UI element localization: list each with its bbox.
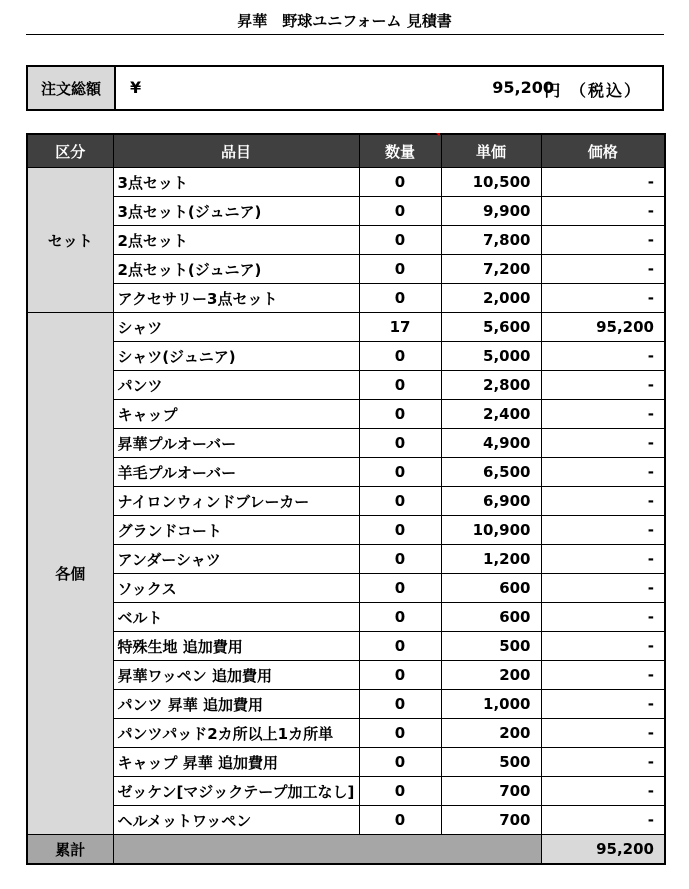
item-cell[interactable]: 羊毛プルオーバー [113, 458, 359, 487]
header-unit-price: 単価 [441, 134, 541, 168]
table-header-row [27, 134, 665, 168]
qty-cell[interactable]: 0 [359, 690, 441, 719]
table-row [27, 255, 665, 284]
header-item: 品目 [113, 134, 359, 168]
unit-price-cell[interactable]: 1,000 [441, 690, 541, 719]
qty-cell[interactable]: 0 [359, 719, 441, 748]
price-cell[interactable]: - [541, 487, 665, 516]
table-row [27, 313, 665, 342]
table-row [27, 429, 665, 458]
unit-price-cell[interactable]: 4,900 [441, 429, 541, 458]
item-cell[interactable]: 昇華ワッペン 追加費用 [113, 661, 359, 690]
unit-price-cell[interactable]: 7,800 [441, 226, 541, 255]
unit-price-cell[interactable]: 6,500 [441, 458, 541, 487]
unit-price-cell[interactable]: 2,400 [441, 400, 541, 429]
item-cell[interactable]: パンツ 昇華 追加費用 [113, 690, 359, 719]
price-cell[interactable]: - [541, 690, 665, 719]
unit-price-cell[interactable]: 600 [441, 574, 541, 603]
yen-symbol: ¥ [130, 78, 142, 97]
table-row [27, 545, 665, 574]
item-cell[interactable]: アクセサリー3点セット [113, 284, 359, 313]
unit-price-cell[interactable]: 5,600 [441, 313, 541, 342]
item-cell[interactable]: 特殊生地 追加費用 [113, 632, 359, 661]
table-row [27, 400, 665, 429]
order-total-value-cell[interactable] [116, 67, 662, 109]
price-cell[interactable]: - [541, 603, 665, 632]
item-cell[interactable]: ヘルメットワッペン [113, 806, 359, 835]
price-cell[interactable]: - [541, 400, 665, 429]
price-cell[interactable]: - [541, 777, 665, 806]
price-cell[interactable]: - [541, 342, 665, 371]
table-row [27, 371, 665, 400]
table-row [27, 516, 665, 545]
qty-cell[interactable]: 0 [359, 371, 441, 400]
item-cell[interactable]: 2点セット(ジュニア) [113, 255, 359, 284]
item-cell[interactable]: 2点セット [113, 226, 359, 255]
item-cell[interactable]: シャツ(ジュニア) [113, 342, 359, 371]
table-row [27, 342, 665, 371]
qty-cell[interactable]: 0 [359, 487, 441, 516]
item-cell[interactable]: 3点セット(ジュニア) [113, 197, 359, 226]
qty-cell[interactable]: 0 [359, 342, 441, 371]
unit-price-cell[interactable]: 7,200 [441, 255, 541, 284]
price-cell[interactable]: - [541, 168, 665, 197]
cumulative-total[interactable]: 95,200 [541, 835, 665, 865]
item-cell[interactable]: グランドコート [113, 516, 359, 545]
qty-cell[interactable]: 0 [359, 197, 441, 226]
item-cell[interactable]: パンツパッド2カ所以上1カ所単 [113, 719, 359, 748]
qty-cell[interactable]: 0 [359, 516, 441, 545]
qty-cell[interactable]: 0 [359, 458, 441, 487]
table-row [27, 632, 665, 661]
item-cell[interactable]: ゼッケン[マジックテープ加工なし] [113, 777, 359, 806]
unit-price-cell[interactable]: 5,000 [441, 342, 541, 371]
item-cell[interactable]: シャツ [113, 313, 359, 342]
category-cell[interactable]: 各個 [27, 313, 113, 835]
item-cell[interactable]: アンダーシャツ [113, 545, 359, 574]
price-cell[interactable]: - [541, 284, 665, 313]
price-cell[interactable]: - [541, 545, 665, 574]
unit-price-cell[interactable]: 9,900 [441, 197, 541, 226]
price-cell[interactable]: - [541, 748, 665, 777]
unit-price-cell[interactable]: 2,800 [441, 371, 541, 400]
unit-price-cell[interactable]: 2,000 [441, 284, 541, 313]
qty-cell[interactable]: 0 [359, 168, 441, 197]
qty-cell[interactable]: 0 [359, 777, 441, 806]
table-row [27, 284, 665, 313]
order-total-box [26, 65, 664, 111]
header-category: 区分 [27, 134, 113, 168]
category-cell[interactable]: セット [27, 168, 113, 313]
table-row [27, 719, 665, 748]
qty-cell[interactable]: 0 [359, 284, 441, 313]
unit-price-cell[interactable]: 10,500 [441, 168, 541, 197]
qty-cell[interactable]: 0 [359, 806, 441, 835]
item-cell[interactable]: パンツ [113, 371, 359, 400]
qty-cell[interactable]: 0 [359, 661, 441, 690]
table-row [27, 458, 665, 487]
unit-price-cell[interactable]: 500 [441, 748, 541, 777]
comment-indicator-icon [436, 133, 440, 137]
qty-cell[interactable]: 0 [359, 400, 441, 429]
qty-cell[interactable]: 0 [359, 603, 441, 632]
unit-price-cell[interactable]: 700 [441, 777, 541, 806]
estimate-table [26, 133, 666, 865]
qty-cell[interactable]: 0 [359, 255, 441, 284]
table-row [27, 487, 665, 516]
header-qty: 数量 [359, 134, 441, 168]
table-row [27, 197, 665, 226]
unit-price-cell[interactable]: 500 [441, 632, 541, 661]
table-row [27, 806, 665, 835]
price-cell[interactable]: - [541, 516, 665, 545]
unit-price-cell[interactable]: 1,200 [441, 545, 541, 574]
cumulative-blank [113, 835, 541, 865]
price-cell[interactable]: 95,200 [541, 313, 665, 342]
price-cell[interactable]: - [541, 371, 665, 400]
price-cell[interactable]: - [541, 458, 665, 487]
price-cell[interactable]: - [541, 719, 665, 748]
tax-included-label: 円 （税込） [544, 81, 642, 100]
table-row [27, 226, 665, 255]
table-row [27, 661, 665, 690]
unit-price-cell[interactable]: 200 [441, 661, 541, 690]
title-divider [26, 34, 664, 35]
order-total-amount: 95,200 [492, 78, 554, 97]
qty-cell[interactable]: 0 [359, 574, 441, 603]
table-row [27, 777, 665, 806]
item-cell[interactable]: 3点セット [113, 168, 359, 197]
unit-price-cell[interactable]: 200 [441, 719, 541, 748]
order-total-label: 注文総額 [28, 67, 116, 109]
price-cell[interactable]: - [541, 632, 665, 661]
price-cell[interactable]: - [541, 226, 665, 255]
item-cell[interactable]: ソックス [113, 574, 359, 603]
table-row [27, 690, 665, 719]
unit-price-cell[interactable]: 700 [441, 806, 541, 835]
unit-price-cell[interactable]: 6,900 [441, 487, 541, 516]
price-cell[interactable]: - [541, 661, 665, 690]
table-row [27, 574, 665, 603]
unit-price-cell[interactable]: 10,900 [441, 516, 541, 545]
price-cell[interactable]: - [541, 197, 665, 226]
qty-cell[interactable]: 0 [359, 748, 441, 777]
price-cell[interactable]: - [541, 574, 665, 603]
header-price: 価格 [541, 134, 665, 168]
qty-cell[interactable]: 0 [359, 429, 441, 458]
unit-price-cell[interactable]: 600 [441, 603, 541, 632]
item-cell[interactable]: ベルト [113, 603, 359, 632]
item-cell[interactable]: キャップ 昇華 追加費用 [113, 748, 359, 777]
price-cell[interactable]: - [541, 255, 665, 284]
item-cell[interactable]: キャップ [113, 400, 359, 429]
item-cell[interactable]: 昇華プルオーバー [113, 429, 359, 458]
item-cell[interactable]: ナイロンウィンドブレーカー [113, 487, 359, 516]
price-cell[interactable]: - [541, 429, 665, 458]
table-row [27, 603, 665, 632]
qty-cell[interactable]: 0 [359, 226, 441, 255]
table-row [27, 748, 665, 777]
qty-cell[interactable]: 0 [359, 545, 441, 574]
cumulative-total-row [27, 835, 665, 865]
qty-cell[interactable]: 17 [359, 313, 441, 342]
price-cell[interactable]: - [541, 806, 665, 835]
page-title: 昇華 野球ユニフォーム 見積書 [237, 12, 452, 30]
table-row [27, 168, 665, 197]
qty-cell[interactable]: 0 [359, 632, 441, 661]
cumulative-label: 累計 [27, 835, 113, 865]
